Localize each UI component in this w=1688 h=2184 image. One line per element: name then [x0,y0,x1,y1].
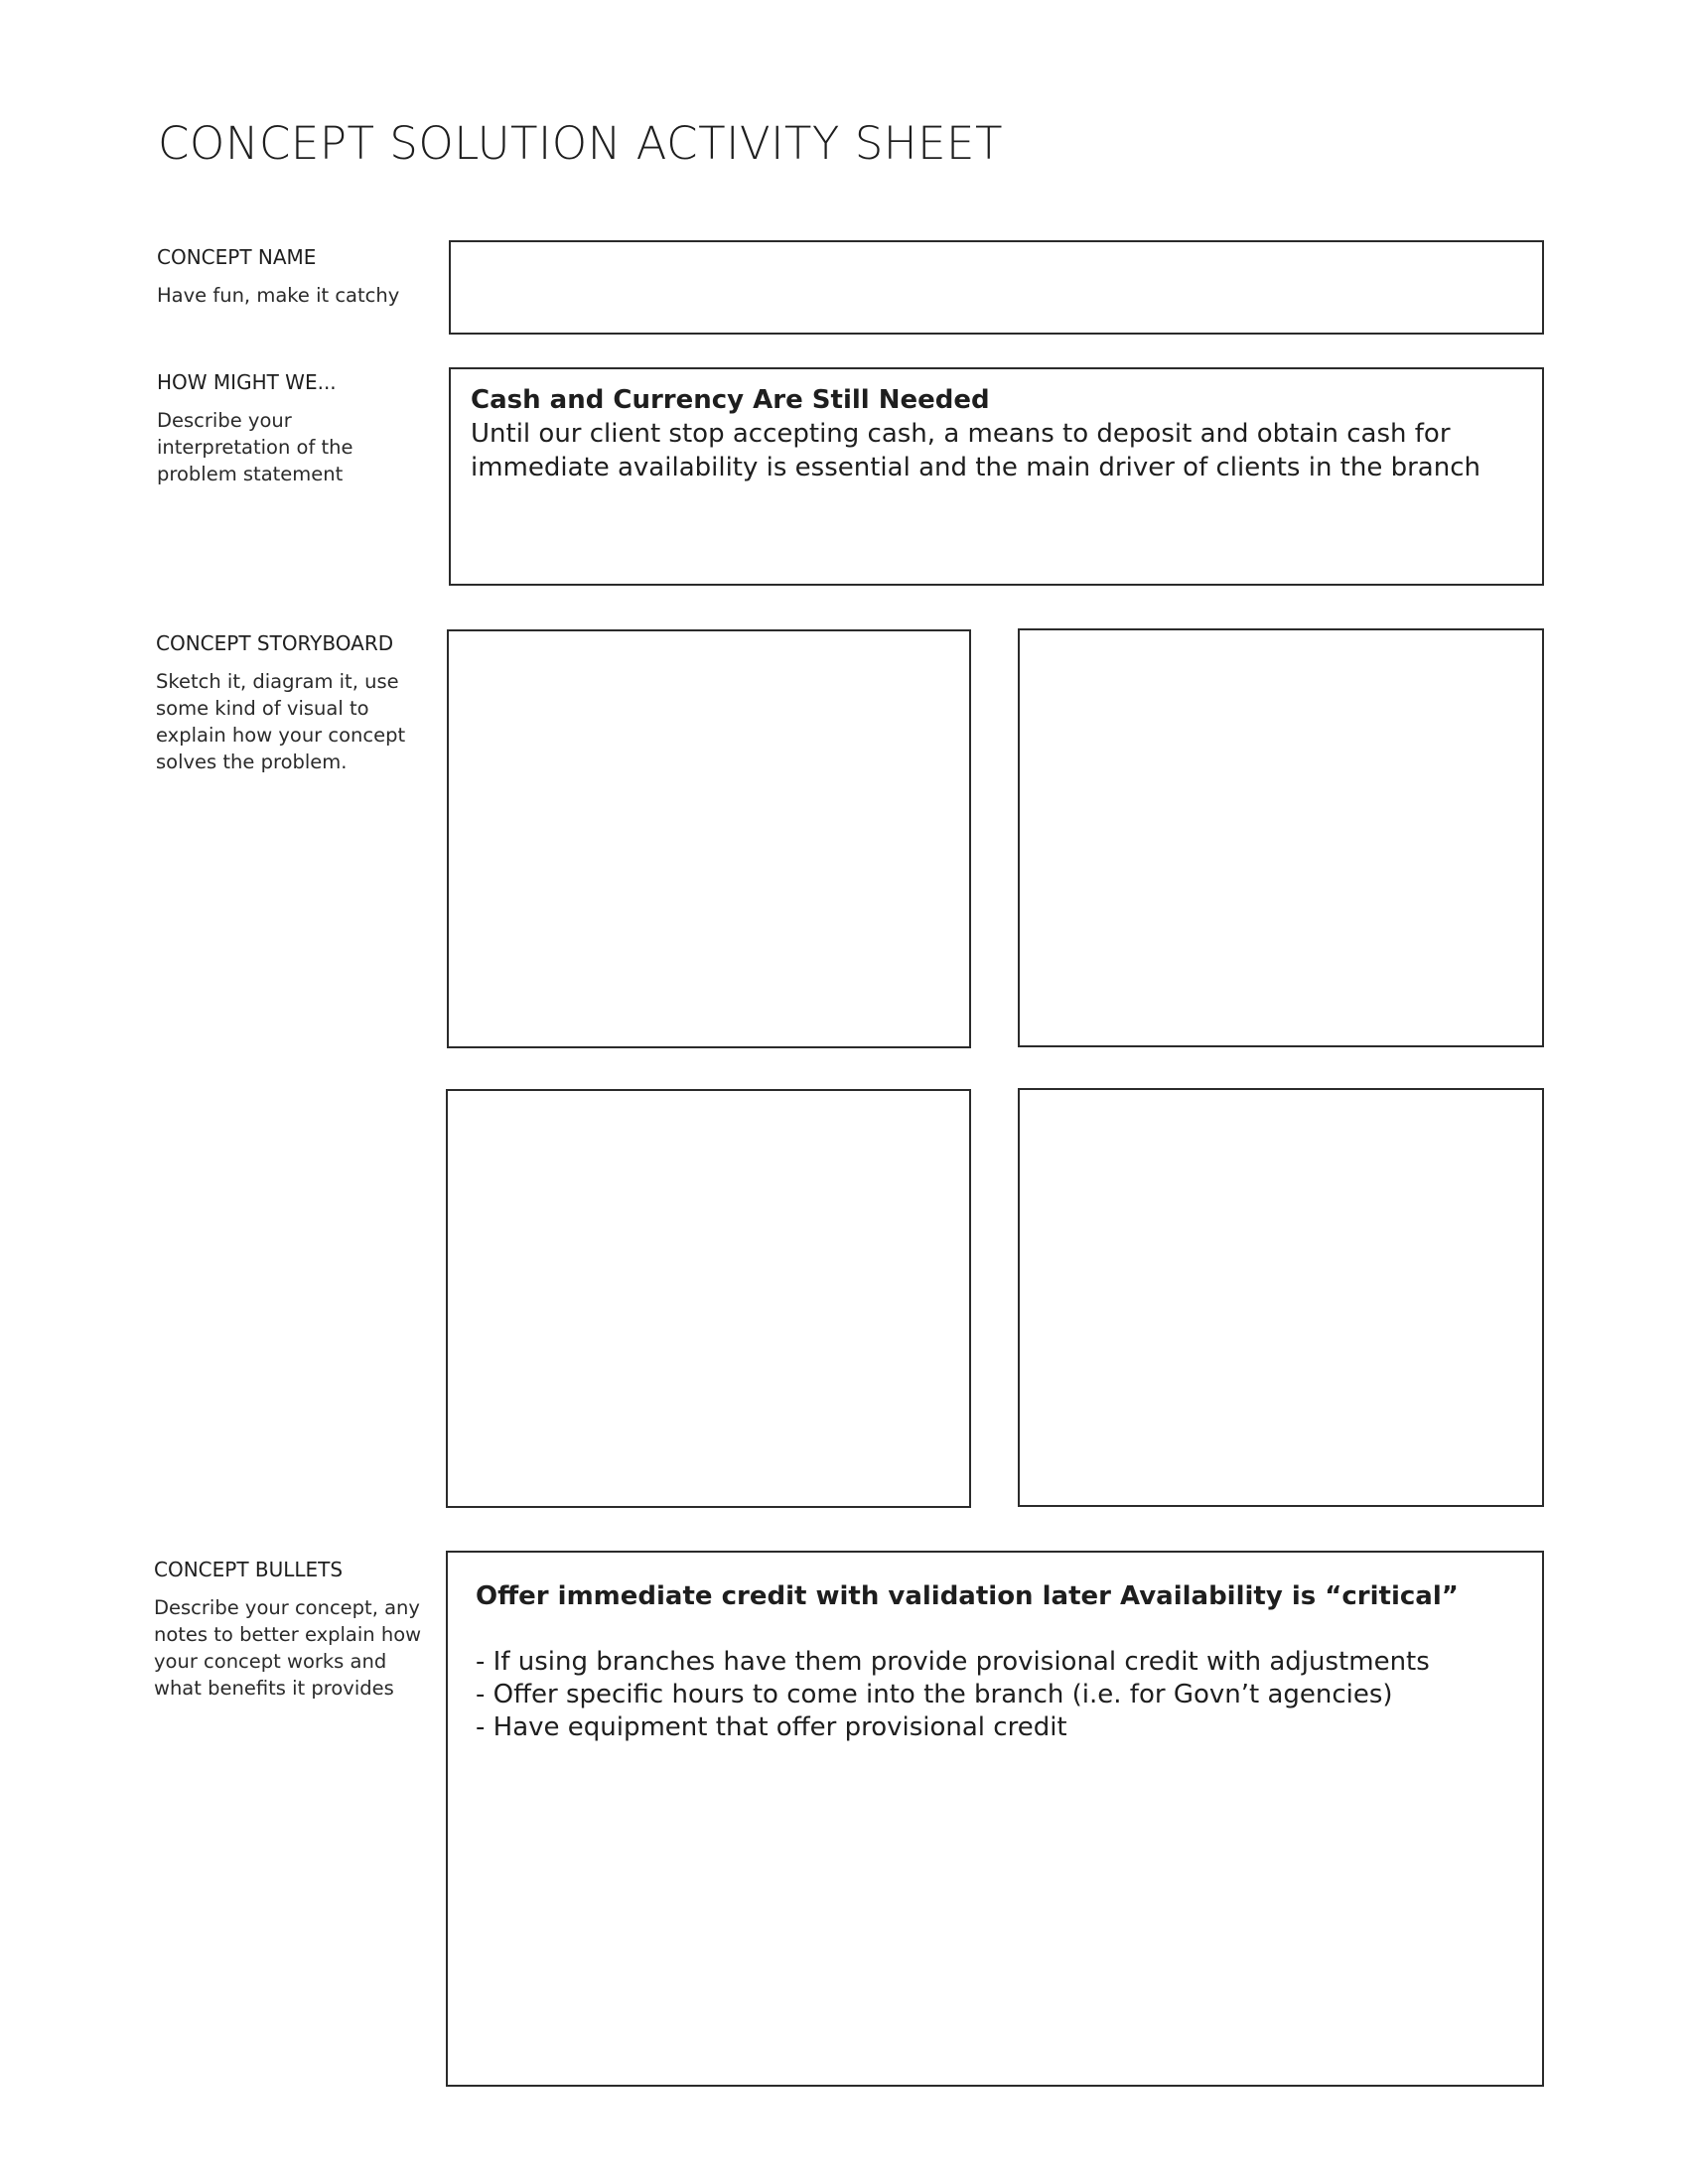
bullets-answer [448,1553,1542,1744]
storyboard-panel-3[interactable] [446,1089,971,1508]
how-might-we-answer-heading: Cash and Currency Are Still Needed [471,385,990,415]
concept-name-description: Have fun, make it catchy [157,284,400,307]
bullet-item: - If using branches have them provide provisional credit with adjustments [476,1647,1430,1677]
bullets-heading: CONCEPT BULLETS [154,1558,344,1581]
storyboard-panel-1[interactable] [447,629,971,1048]
concept-name-label [157,244,425,309]
how-might-we-answer-body: Until our client stop accepting cash, a means to deposit and obtain cash for immediate availability is essential and the main driver of clients in the branch [471,419,1480,482]
bullets-description: Describe your concept, any notes to better explain how your concept works and what benefits it provides [154,1596,422,1700]
bullets-label [154,1557,422,1702]
how-might-we-heading: HOW MIGHT WE... [157,370,337,394]
bullet-item: - Have equipment that offer provisional credit [476,1712,1067,1742]
storyboard-description: Sketch it, diagram it, use some kind of visual to explain how your concept solves the problem. [156,670,406,773]
how-might-we-description: Describe your interpretation of the problem statement [157,409,353,485]
storyboard-panel-2[interactable] [1018,628,1544,1047]
storyboard-label [156,630,424,775]
storyboard-heading: CONCEPT STORYBOARD [156,631,394,655]
page-title: CONCEPT SOLUTION ACTIVITY SHEET [158,117,1003,170]
storyboard-panel-4[interactable] [1018,1088,1544,1507]
concept-name-heading: CONCEPT NAME [157,245,317,269]
how-might-we-field[interactable] [449,367,1544,586]
how-might-we-label [157,369,425,487]
how-might-we-answer [451,369,1542,484]
concept-name-value [451,242,1542,256]
bullets-field[interactable] [446,1551,1544,2087]
bullet-item: - Offer specific hours to come into the branch (i.e. for Govn’t agencies) [476,1680,1393,1709]
concept-name-field[interactable] [449,240,1544,335]
bullets-answer-heading: Offer immediate credit with validation later Availability is “critical” [476,1581,1459,1611]
